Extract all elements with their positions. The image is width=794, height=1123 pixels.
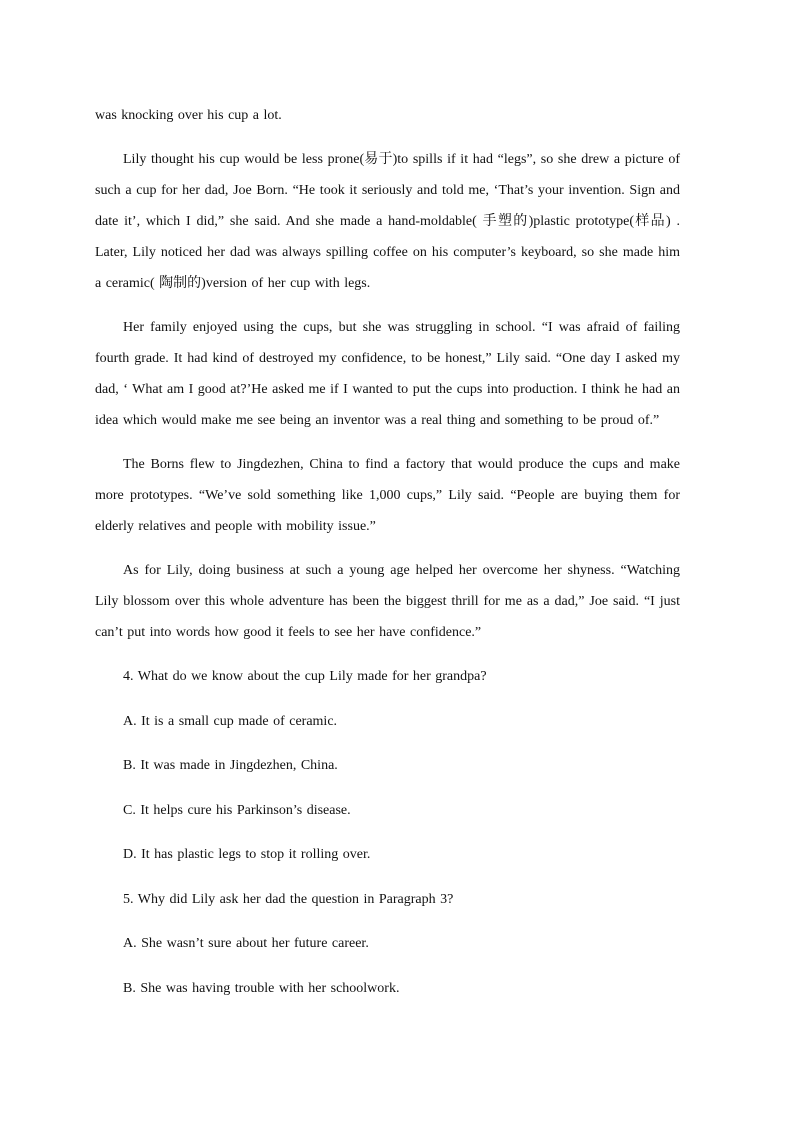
question-5-option-a: A. She wasn’t sure about her future career. xyxy=(123,936,369,951)
paragraph-3: Her family enjoyed using the cups, but she was struggling in school. “I was afraid of failing fourth grade. It had kind of destroyed my confidence, to be honest,” Lily said. “One day I asked my dad, ‘ What am I good at?’He asked me if I wanted to put the cups into production. I think he had an idea which would make me see being an inventor was a real thing and something to be proud of.” xyxy=(95,320,680,428)
question-4 xyxy=(95,661,680,870)
question-5-option-b: B. She was having trouble with her schoolwork. xyxy=(123,980,400,996)
paragraph-4: The Borns flew to Jingdezhen, China to find a factory that would produce the cups and make more prototypes. “We’ve sold something like 1,000 cups,” Lily said. “People are buying them for elderly relatives and people with mobility issue.” xyxy=(95,457,680,534)
question-4-stem: 4. What do we know about the cup Lily made for her grandpa? xyxy=(123,669,487,684)
question-4-option-b: B. It was made in Jingdezhen, China. xyxy=(123,758,338,773)
paragraph-1: was knocking over his cup a lot. xyxy=(95,108,282,123)
question-5-stem: 5. Why did Lily ask her dad the question in Paragraph 3? xyxy=(123,891,454,907)
question-4-option-c: C. It helps cure his Parkinson’s disease. xyxy=(123,802,351,818)
paragraph-2: Lily thought his cup would be less prone(易于)to spills if it had “legs”, so she drew a picture of such a cup for her dad, Joe Born. “He took it seriously and told me, ‘That’s your invention. Sign and date it’, which I did,” she said. And she made a hand-moldable( 手塑的)plastic prototype(样品) . Later, Lily noticed her dad was always spilling coffee on his computer’s keyboard, so she made him a ceramic( 陶制的)version of her cup with legs. xyxy=(95,152,680,291)
question-4-option-a: A. It is a small cup made of ceramic. xyxy=(123,713,338,729)
paragraph-5: As for Lily, doing business at such a young age helped her overcome her shyness. “Watching Lily blossom over this whole adventure has been the biggest thrill for me as a dad,” Joe said. “I just can’t put into words how good it feels to see her have confidence.” xyxy=(95,563,680,640)
question-5 xyxy=(95,884,680,1004)
question-4-option-d: D. It has plastic legs to stop it rolling over. xyxy=(123,847,371,862)
